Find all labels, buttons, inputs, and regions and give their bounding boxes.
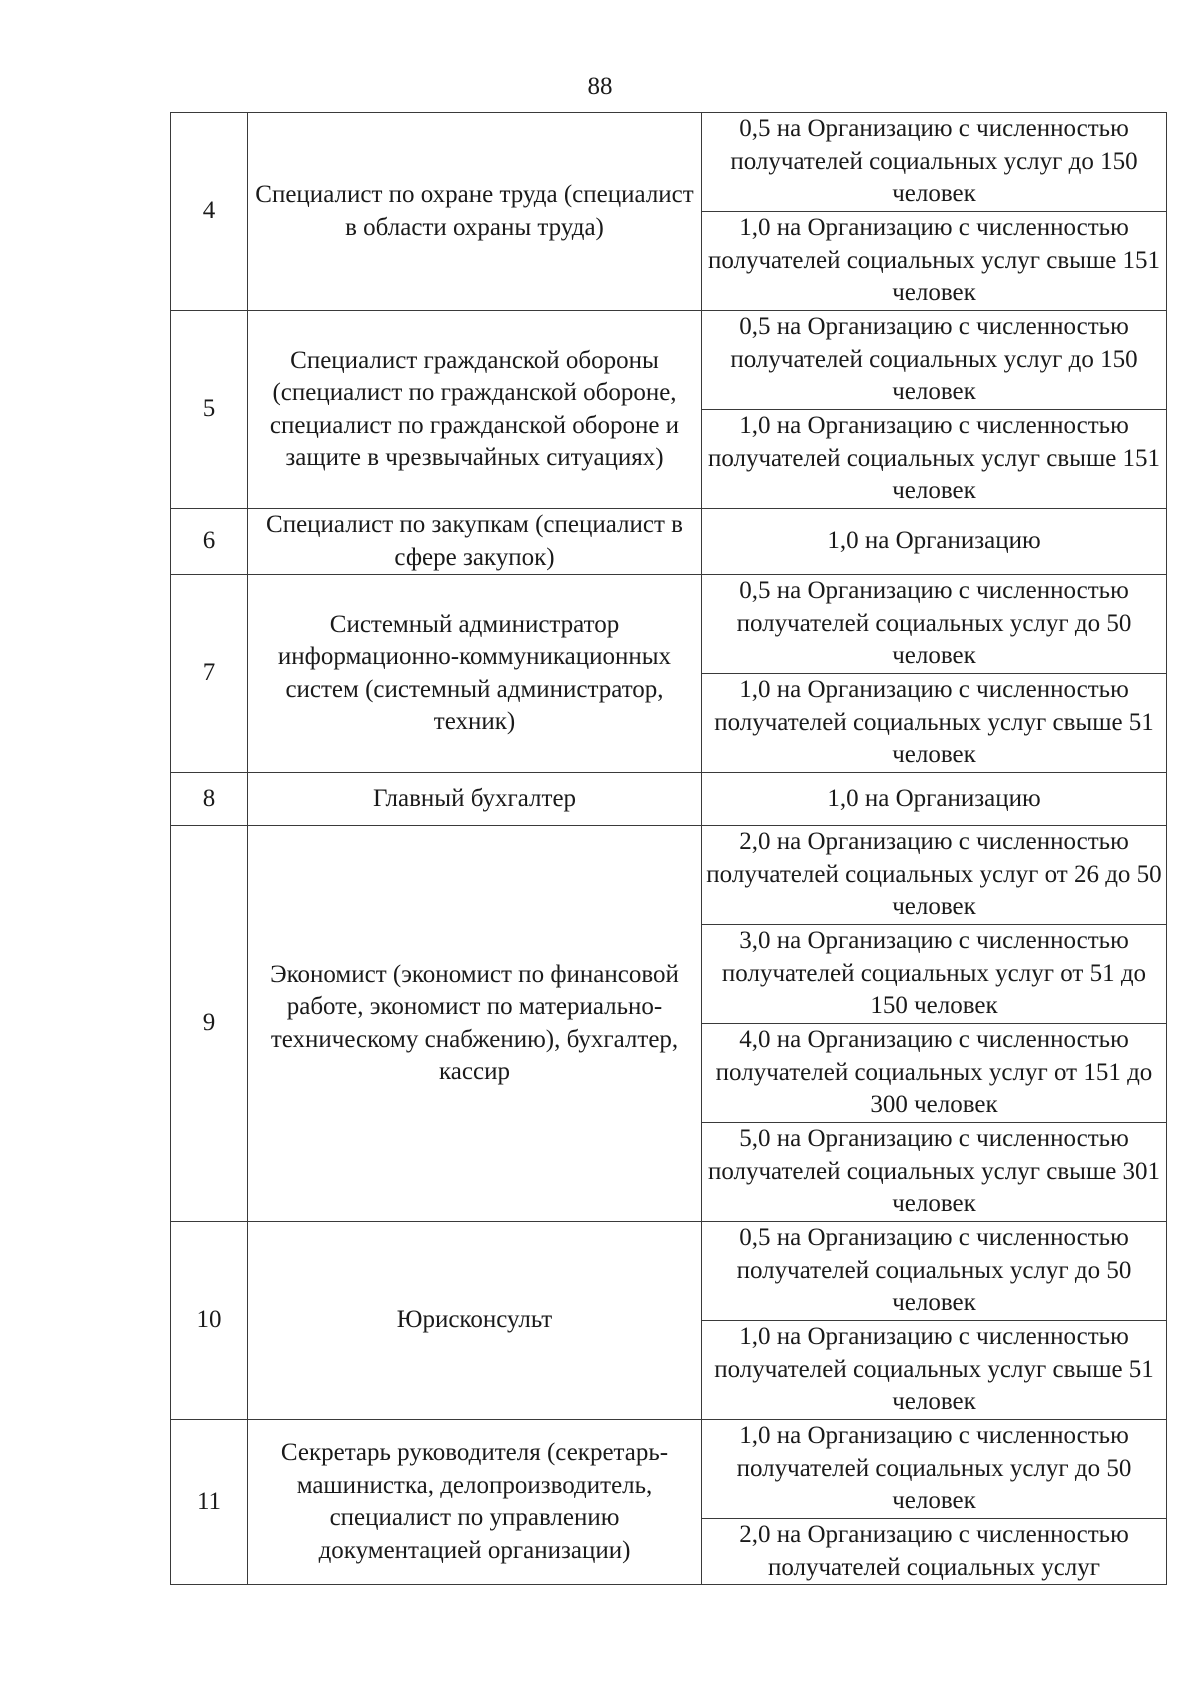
position-title: Главный бухгалтер bbox=[248, 773, 702, 826]
row-number: 5 bbox=[171, 311, 248, 509]
table-row bbox=[171, 1420, 1167, 1519]
row-number: 10 bbox=[171, 1222, 248, 1420]
table-row bbox=[171, 1222, 1167, 1321]
position-title: Специалист по закупкам (специалист в сфере закупок) bbox=[248, 509, 702, 575]
row-number: 4 bbox=[171, 113, 248, 311]
staffing-norm: 1,0 на Организацию с численностью получателей социальных услуг свыше 151 человек bbox=[702, 212, 1167, 311]
staffing-norm: 4,0 на Организацию с численностью получателей социальных услуг от 151 до 300 человек bbox=[702, 1024, 1167, 1123]
row-number: 9 bbox=[171, 826, 248, 1222]
staffing-norm: 0,5 на Организацию с численностью получателей социальных услуг до 50 человек bbox=[702, 1222, 1167, 1321]
staffing-norm: 0,5 на Организацию с численностью получателей социальных услуг до 150 человек bbox=[702, 311, 1167, 410]
staffing-table bbox=[170, 112, 1167, 1585]
staffing-norm: 1,0 на Организацию с численностью получателей социальных услуг свыше 51 человек bbox=[702, 674, 1167, 773]
staffing-norm: 1,0 на Организацию bbox=[702, 509, 1167, 575]
staffing-norm: 1,0 на Организацию с численностью получателей социальных услуг свыше 151 человек bbox=[702, 410, 1167, 509]
table-row bbox=[171, 575, 1167, 674]
row-number: 6 bbox=[171, 509, 248, 575]
staffing-norm: 1,0 на Организацию с численностью получателей социальных услуг до 50 человек bbox=[702, 1420, 1167, 1519]
position-title: Секретарь руководителя (секретарь-машинистка, делопроизводитель, специалист по управлению документацией организации) bbox=[248, 1420, 702, 1585]
position-title: Специалист по охране труда (специалист в области охраны труда) bbox=[248, 113, 702, 311]
staffing-norm: 2,0 на Организацию с численностью получателей социальных услуг от 26 до 50 человек bbox=[702, 826, 1167, 925]
staffing-norm: 0,5 на Организацию с численностью получателей социальных услуг до 150 человек bbox=[702, 113, 1167, 212]
position-title: Юрисконсульт bbox=[248, 1222, 702, 1420]
table-row bbox=[171, 773, 1167, 826]
row-number: 8 bbox=[171, 773, 248, 826]
table-row bbox=[171, 311, 1167, 410]
row-number: 7 bbox=[171, 575, 248, 773]
staffing-norm: 1,0 на Организацию bbox=[702, 773, 1167, 826]
row-number: 11 bbox=[171, 1420, 248, 1585]
table-row bbox=[171, 509, 1167, 575]
staffing-norm: 3,0 на Организацию с численностью получателей социальных услуг от 51 до 150 человек bbox=[702, 925, 1167, 1024]
staffing-norm: 5,0 на Организацию с численностью получателей социальных услуг свыше 301 человек bbox=[702, 1123, 1167, 1222]
position-title: Системный администратор информационно-коммуникационных систем (системный администратор, техник) bbox=[248, 575, 702, 773]
page-number: 88 bbox=[587, 73, 613, 100]
staffing-norm: 1,0 на Организацию с численностью получателей социальных услуг свыше 51 человек bbox=[702, 1321, 1167, 1420]
table-row bbox=[171, 113, 1167, 212]
table-row bbox=[171, 826, 1167, 925]
staffing-norm: 0,5 на Организацию с численностью получателей социальных услуг до 50 человек bbox=[702, 575, 1167, 674]
position-title: Специалист гражданской обороны (специалист по гражданской обороне, специалист по гражданской обороне и защите в чрезвычайных ситуациях) bbox=[248, 311, 702, 509]
staffing-norm: 2,0 на Организацию с численностью получателей социальных услуг bbox=[702, 1519, 1167, 1585]
position-title: Экономист (экономист по финансовой работе, экономист по материально-техническому снабжению), бухгалтер, кассир bbox=[248, 826, 702, 1222]
